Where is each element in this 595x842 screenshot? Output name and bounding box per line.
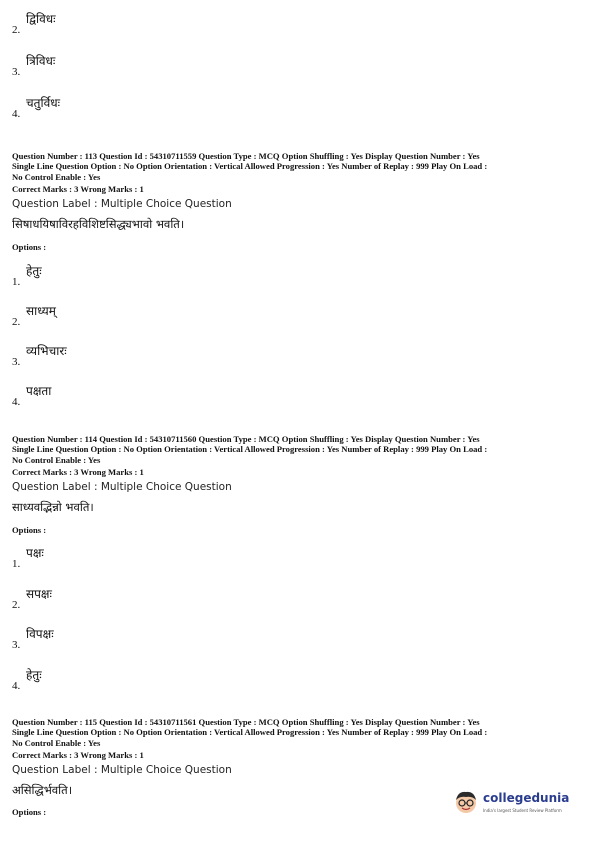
meta-line: Single Line Question Option : No Option Orientation : Vertical Allowed Progression : Yes Number of Replay : 999 Play On Load : — [12, 444, 488, 455]
options-heading: Options : — [12, 807, 47, 817]
meta-line: Question Number : 114 Question Id : 54310711560 Question Type : MCQ Option Shuffling : Yes Display Question Number : Yes — [12, 434, 480, 444]
option-text: पक्षः — [26, 546, 44, 560]
question-meta — [12, 717, 582, 748]
option-text: चतुर्विधः — [26, 96, 61, 110]
marks-line: Correct Marks : 3 Wrong Marks : 1 — [12, 467, 144, 477]
option-number: 4. — [12, 396, 21, 408]
question-meta — [12, 151, 582, 182]
option-text: पक्षता — [26, 384, 52, 398]
meta-line: Question Number : 113 Question Id : 54310711559 Question Type : MCQ Option Shuffling : Yes Display Question Number : Yes — [12, 151, 480, 161]
meta-line: Single Line Question Option : No Option Orientation : Vertical Allowed Progression : Yes Number of Replay : 999 Play On Load : — [12, 161, 488, 172]
question-text: साध्यवद्भिन्नो भवति। — [12, 500, 94, 514]
marks-line: Correct Marks : 3 Wrong Marks : 1 — [12, 750, 144, 760]
option-number: 1. — [12, 276, 21, 288]
options-heading: Options : — [12, 525, 47, 535]
question-text: असिद्धिर्भवति। — [12, 783, 73, 797]
meta-line: Single Line Question Option : No Option Orientation : Vertical Allowed Progression : Yes Number of Replay : 999 Play On Load : — [12, 727, 488, 738]
option-number: 2. — [12, 316, 21, 328]
option-number: 4. — [12, 108, 21, 120]
option-text: द्विविधः — [26, 12, 56, 26]
brand-name: collegedunia — [483, 791, 570, 805]
question-meta — [12, 434, 582, 465]
collegedunia-logo[interactable] — [453, 787, 573, 819]
option-number: 4. — [12, 680, 21, 692]
question-label: Question Label : Multiple Choice Question — [12, 764, 232, 776]
option-text: विपक्षः — [26, 627, 54, 641]
meta-line: No Control Enable : Yes — [12, 737, 101, 748]
option-number: 2. — [12, 599, 21, 611]
option-text: हेतुः — [26, 264, 42, 278]
option-number: 2. — [12, 24, 21, 36]
option-text: सपक्षः — [26, 587, 52, 601]
option-text: व्यभिचारः — [26, 344, 67, 358]
option-text: हेतुः — [26, 668, 42, 682]
meta-line: No Control Enable : Yes — [12, 454, 101, 465]
brand-tagline: India's largest Student Review Platform — [483, 808, 562, 813]
option-text: साध्यम् — [26, 304, 56, 318]
question-text: सिषाधयिषाविरहविशिष्टसिद्ध्यभावो भवति। — [12, 217, 185, 231]
option-number: 3. — [12, 356, 21, 368]
marks-line: Correct Marks : 3 Wrong Marks : 1 — [12, 184, 144, 194]
meta-line: Question Number : 115 Question Id : 54310711561 Question Type : MCQ Option Shuffling : Yes Display Question Number : Yes — [12, 717, 480, 727]
meta-line: No Control Enable : Yes — [12, 171, 101, 182]
question-label: Question Label : Multiple Choice Question — [12, 198, 232, 210]
options-heading: Options : — [12, 242, 47, 252]
option-number: 1. — [12, 558, 21, 570]
option-number: 3. — [12, 66, 21, 78]
question-label: Question Label : Multiple Choice Question — [12, 481, 232, 493]
option-number: 3. — [12, 639, 21, 651]
option-text: त्रिविधः — [26, 54, 56, 68]
student-mascot-icon — [453, 789, 479, 815]
